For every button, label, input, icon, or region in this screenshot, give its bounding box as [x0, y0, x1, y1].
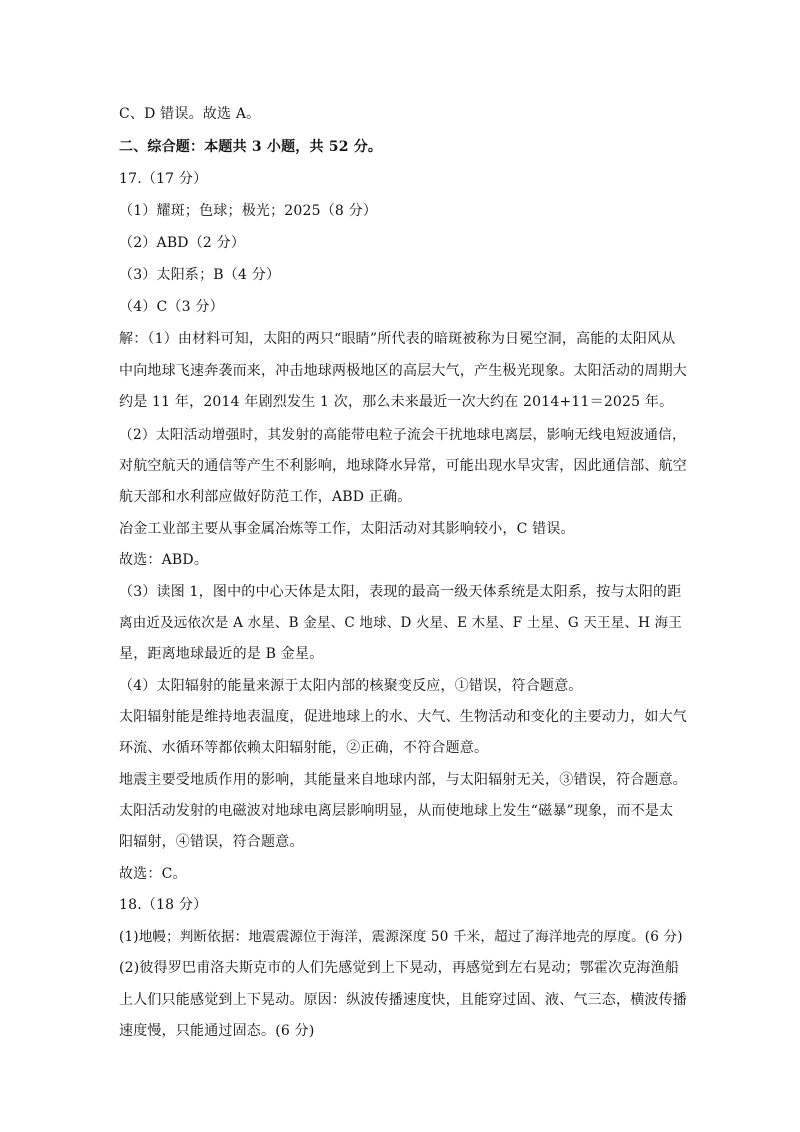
answer-line: (2)彼得罗巴甫洛夫斯克市的人们先感觉到上下晃动，再感觉到左右晃动；鄂霍次克海渔船 — [119, 960, 680, 976]
explanation-line: 环流、水循环等都依赖太阳辐射能，②正确，不符合题意。 — [119, 740, 489, 756]
explanation-line: 阳辐射，④错误，符合题意。 — [119, 834, 304, 850]
explanation-line: 中向地球飞速奔袭而来，冲击地球两极地区的高层大气，产生极光现象。太阳活动的周期大 — [119, 363, 687, 379]
explanation-line: 故选：C。 — [119, 866, 187, 882]
answer-line: （1）耀斑；色球；极光；2025（8 分） — [119, 203, 378, 219]
answer-line: （4）C（3 分） — [119, 299, 224, 315]
answer-line: （2）ABD（2 分） — [119, 235, 246, 251]
explanation-line: 星，距离地球最近的是 B 金星。 — [119, 646, 324, 662]
explanation-line: 约是 11 年，2014 年剧烈发生 1 次，那么未来最近一次大约在 2014+11＝2025 年。 — [119, 394, 674, 410]
answer-line: 上人们只能感觉到上下晃动。原因：纵波传播速度快，且能穿过固、液、气三态，横波传播 — [119, 992, 687, 1008]
explanation-line: 冶金工业部主要从事金属冶炼等工作，太阳活动对其影响较小，C 错误。 — [119, 521, 575, 537]
text-line: C、D 错误。故选 A。 — [119, 106, 261, 122]
explanation-line: （3）读图 1，图中的中心天体是太阳，表现的最高一级天体系统是太阳系，按与太阳的距 — [119, 584, 682, 600]
explanation-line: 故选：ABD。 — [119, 552, 209, 568]
explanation-line: （2）太阳活动增强时，其发射的高能带电粒子流会干扰地球电离层，影响无线电短波通信， — [119, 427, 686, 443]
explanation-line: （4）太阳辐射的能量来源于太阳内部的核聚变反应，①错误，符合题意。 — [119, 678, 583, 694]
answer-line: (1)地幔；判断依据：地震震源位于海洋，震源深度 50 千米，超过了海洋地壳的厚度。(6 分) — [119, 929, 683, 945]
answer-line: 速度慢，只能通过固态。(6 分) — [119, 1023, 315, 1039]
question-number: 17.（17 分） — [119, 171, 208, 187]
explanation-line: 太阳辐射能是维持地表温度，促进地球上的水、大气、生物活动和变化的主要动力，如大气 — [119, 709, 687, 725]
question-number: 18.（18 分） — [119, 897, 208, 913]
explanation-line: 航天部和水利部应做好防范工作，ABD 正确。 — [119, 489, 412, 505]
explanation-line: 离由近及远依次是 A 水星、B 金星、C 地球、D 火星、E 木星、F 土星、G 天王星、H 海王 — [119, 615, 683, 631]
answer-line: （3）太阳系；B（4 分） — [119, 267, 281, 283]
explanation-line: 解：（1）由材料可知，太阳的两只“眼睛”所代表的暗斑被称为日冕空洞，高能的太阳风从 — [119, 331, 676, 347]
explanation-line: 地震主要受地质作用的影响，其能量来自地球内部，与太阳辐射无关，③错误，符合题意。 — [119, 772, 687, 788]
section-heading: 二、综合题：本题共 3 小题，共 52 分。 — [119, 139, 383, 155]
explanation-line: 对航空航天的通信等产生不利影响，地球降水异常，可能出现水旱灾害，因此通信部、航空 — [119, 458, 687, 474]
explanation-line: 太阳活动发射的电磁波对地球电离层影响明显，从而使地球上发生“磁暴”现象，而不是太 — [119, 803, 674, 819]
